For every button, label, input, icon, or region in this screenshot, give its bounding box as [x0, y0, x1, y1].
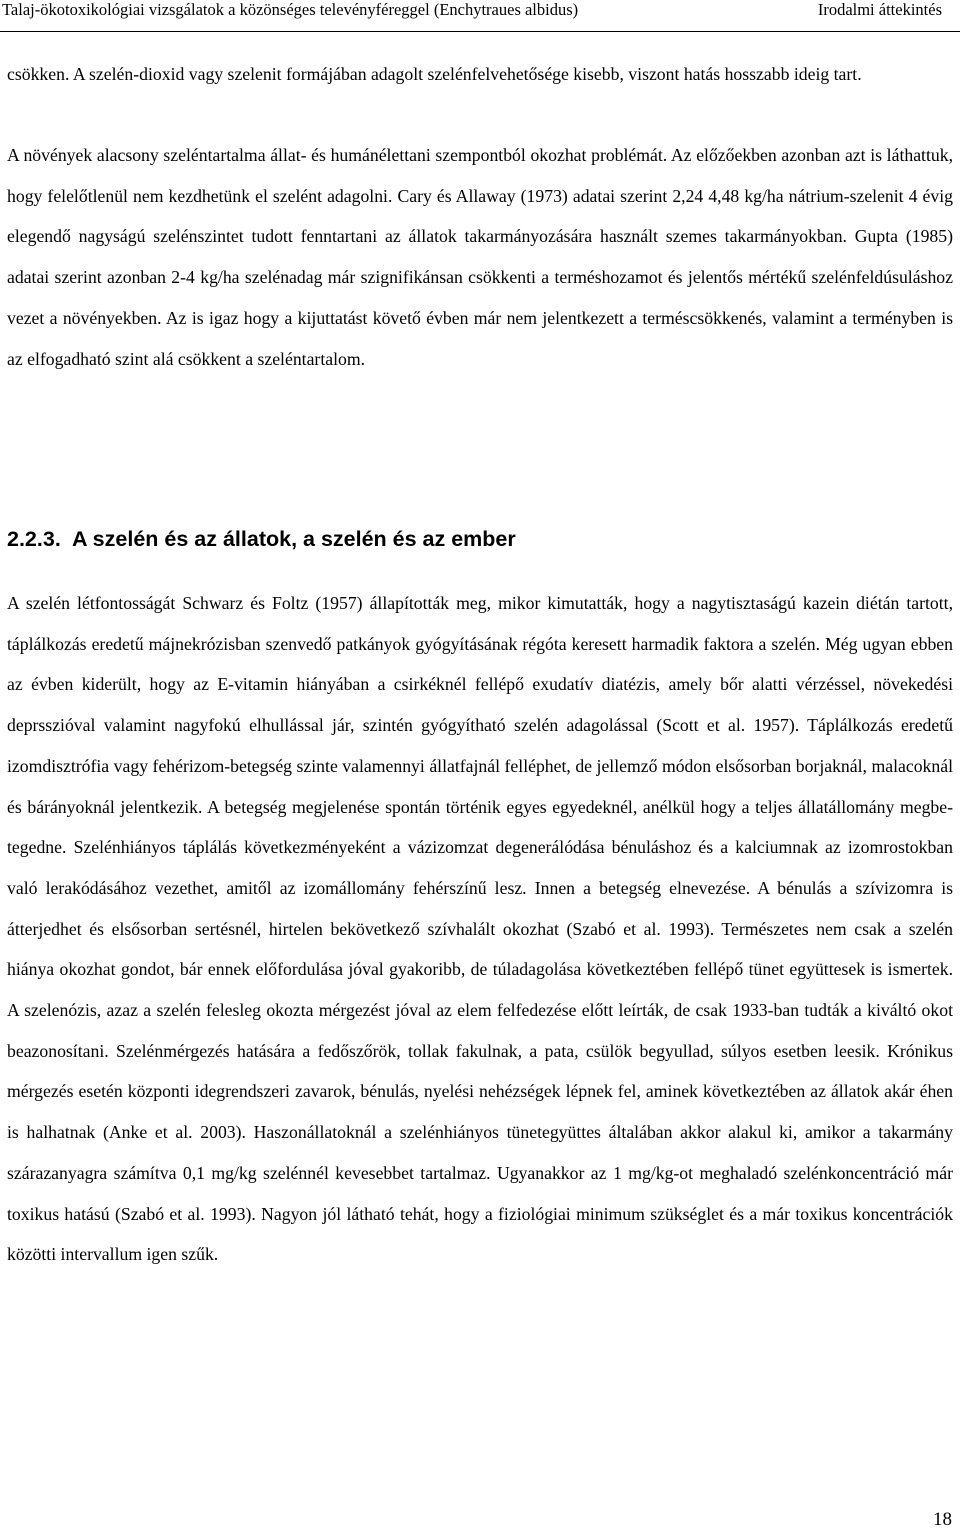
page-number: 18: [933, 1509, 952, 1530]
body-paragraph-animals-humans: A szelén létfontosságát Schwarz és Foltz (1957) állapították meg, mikor kimutatták, hogy a nagytisztaságú kazein diétán tartott, táplálkozás eredetű májnekrózisban szenvedő patkányok gyógyításának régóta keresett harmadik faktora a szelén. Még ugyan ebben az évben kiderült, hogy az E-vitamin hiányában a csirkéknél fellépő exudatív diatézis, amely bőr alatti vérzéssel, növekedési deprsszióval valamint nagyfokú elhullással jár, szintén gyógyítható szelén adagolással (Scott et al. 1957). Táplálkozás eredetű izomdisztrófia vagy fehérizom-betegség szinte valamennyi állatfajnál felléphet, de jellemző módon elsősorban borjaknál, malacoknál és bárányoknál jelentkezik. A betegség megjelenése spontán történik egyes egyedeknél, anélkül hogy a teljes állatállomány megbetegedne. Szelénhiányos táplálás következményeként a vázizomzat degenerálódása bénuláshoz és a kalciumnak az izomrostokban való lerakódásához vezethet, amitől az izomállomány fehérszínű lesz. Innen a betegség elnevezése. A bénulás a szívizomra is átterjedhet és elsősorban sertésnél, hirtelen bekövetkező szívhalált okozhat (Szabó et al. 1993). Természetes nem csak a szelén hiánya okozhat gondot, bár ennek előfordulása jóval gyakoribb, de túladagolása következtében fellépő tünet együttesek is ismertek. A szelenózis, azaz a szelén felesleg okozta mérgezést jóval az elem felfedezése előtt leírták, de csak 1933-ban tudták a kiváltó okot beazonosítani. Szelénmérgezés hatására a fedőszőrök, tollak fakulnak, a pata, csülök begyullad, súlyos esetben leesik. Krónikus mérgezés esetén központi idegrendszeri zavarok, bénulás, nyelési nehézségek lépnek fel, aminek következtében az állatok akár éhen is halhatnak (Anke et al. 2003). Haszonállatoknál a szelénhiányos tünetegyüttes általában akkor alakul ki, amikor a takarmány szárazanyagra számítva 0,1 mg/kg szelénnél kevesebbet tartalmaz. Ugyanakkor az 1 mg/kg-ot meghaladó szelénkoncentráció már toxikus hatású (Szabó et al. 1993). Nagyon jól látható tehát, hogy a fiziológiai minimum szükséglet és a már toxikus koncentrációk közötti intervallum igen szűk.: [7, 593, 953, 1265]
body-paragraph-plant-selenium: A növények alacsony szeléntartalma állat- és humánélettani szempontból okozhat problémát. Az előzőekben azonban azt is láthattuk, hogy felelőtlenül nem kezdhetünk el szelént adagolni. Cary és Allaway (1973) adatai szerint 2,24 4,48 kg/ha nátrium-szelenit 4 évig elegendő nagyságú szelénszintet tudott fenntartani az állatok takarmányozására használt szemes takarmányokban. Gupta (1985) adatai szerint azonban 2-4 kg/ha szelénadag már szignifikánsan csökkenti a terméshozamot és jelentős mértékű szelénfeldúsuláshoz vezet a növényekben. Az is igaz hogy a kijuttatást követő évben már nem jelentkezett a terméscsökkenés, valamint a terményben is az elfogadható szint alá csökkent a szeléntartalom.: [7, 145, 953, 369]
header-chapter-title: Irodalmi áttekintés: [817, 0, 942, 19]
section-number: 2.2.3.: [7, 527, 61, 551]
header-document-title: Talaj-ökotoxikológiai vizsgálatok a közönséges televényféreggel (Enchytraues albidus): [2, 0, 579, 19]
section-title: A szelén és az állatok, a szelén és az ember: [71, 527, 516, 551]
running-header: [0, 0, 960, 32]
section-heading: [7, 521, 516, 557]
body-paragraph-continued: csökken. A szelén-dioxid vagy szelenit formájában adagolt szelénfelvehetősége kisebb, viszont hatás hosszabb ideig tart.: [7, 64, 862, 84]
